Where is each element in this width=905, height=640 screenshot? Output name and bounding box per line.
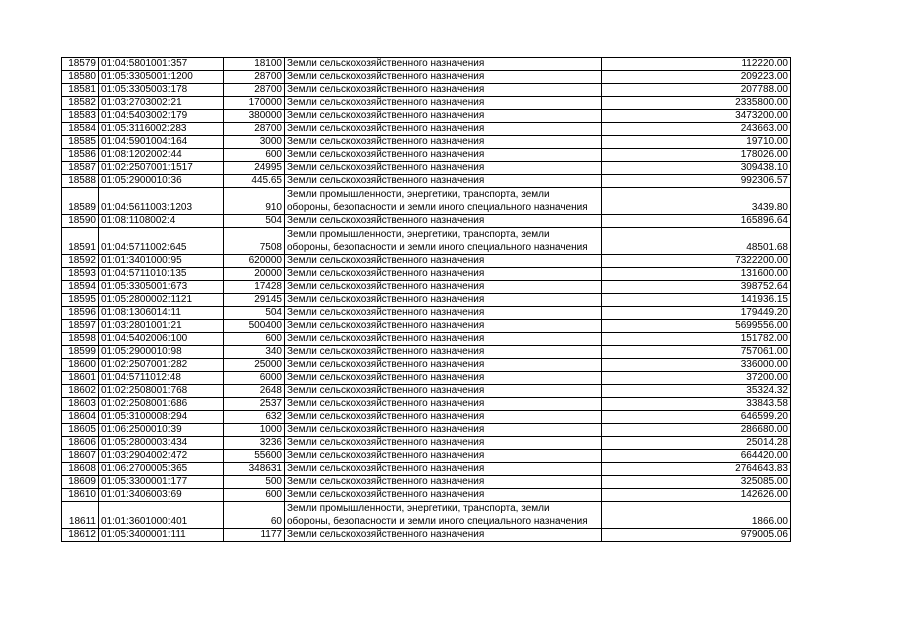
area-cell: 55600 <box>224 450 285 463</box>
cadastral-number-cell: 01:02:2507001:1517 <box>99 162 224 175</box>
cadastral-number-cell: 01:05:3400001:111 <box>99 529 224 542</box>
cadastral-value-cell: 992306.57 <box>602 175 791 188</box>
land-category-cell: Земли сельскохозяйственного назначения <box>285 175 602 188</box>
land-category-cell: Земли сельскохозяйственного назначения <box>285 281 602 294</box>
table-row <box>62 489 791 502</box>
table-row <box>62 71 791 84</box>
land-category-cell: Земли сельскохозяйственного назначения <box>285 437 602 450</box>
land-category-cell: Земли сельскохозяйственного назначения <box>285 58 602 71</box>
cadastral-value-cell: 3473200.00 <box>602 110 791 123</box>
cadastral-value-cell: 165896.64 <box>602 215 791 228</box>
cadastral-value-cell: 309438.10 <box>602 162 791 175</box>
table-row <box>62 476 791 489</box>
row-number-cell: 18606 <box>62 437 99 450</box>
table-row <box>62 529 791 542</box>
cadastral-value-cell: 179449.20 <box>602 307 791 320</box>
cadastral-value-cell: 5699556.00 <box>602 320 791 333</box>
cadastral-value-cell: 112220.00 <box>602 58 791 71</box>
row-number-cell: 18602 <box>62 385 99 398</box>
cadastral-value-cell: 1866.00 <box>602 502 791 529</box>
area-cell: 600 <box>224 149 285 162</box>
area-cell: 632 <box>224 411 285 424</box>
cadastral-value-cell: 48501.68 <box>602 228 791 255</box>
area-cell: 24995 <box>224 162 285 175</box>
table-row <box>62 333 791 346</box>
row-number-cell: 18607 <box>62 450 99 463</box>
row-number-cell: 18595 <box>62 294 99 307</box>
table-row <box>62 372 791 385</box>
area-cell: 600 <box>224 333 285 346</box>
table-row <box>62 346 791 359</box>
table-row <box>62 424 791 437</box>
table-row <box>62 359 791 372</box>
row-number-cell: 18598 <box>62 333 99 346</box>
table-row <box>62 320 791 333</box>
table-row <box>62 84 791 97</box>
area-cell: 60 <box>224 502 285 529</box>
table-row <box>62 228 791 255</box>
table-row <box>62 136 791 149</box>
table-row <box>62 268 791 281</box>
cadastral-number-cell: 01:05:2900010:98 <box>99 346 224 359</box>
land-category-cell: Земли промышленности, энергетики, транспорта, земли обороны, безопасности и земли иного специального назначения <box>285 188 602 215</box>
cadastral-number-cell: 01:04:5611003:1203 <box>99 188 224 215</box>
cadastral-value-cell: 19710.00 <box>602 136 791 149</box>
cadastral-value-cell: 37200.00 <box>602 372 791 385</box>
area-cell: 28700 <box>224 71 285 84</box>
area-cell: 500 <box>224 476 285 489</box>
cadastral-value-cell: 2335800.00 <box>602 97 791 110</box>
row-number-cell: 18585 <box>62 136 99 149</box>
cadastral-number-cell: 01:04:5403002:179 <box>99 110 224 123</box>
cadastral-value-cell: 131600.00 <box>602 268 791 281</box>
cadastral-value-cell: 646599.20 <box>602 411 791 424</box>
row-number-cell: 18611 <box>62 502 99 529</box>
land-category-cell: Земли сельскохозяйственного назначения <box>285 294 602 307</box>
table-row <box>62 281 791 294</box>
cadastral-value-cell: 151782.00 <box>602 333 791 346</box>
land-registry-table <box>61 57 791 542</box>
row-number-cell: 18589 <box>62 188 99 215</box>
cadastral-number-cell: 01:05:3116002:283 <box>99 123 224 136</box>
cadastral-number-cell: 01:04:5801001:357 <box>99 58 224 71</box>
table-row <box>62 188 791 215</box>
area-cell: 6000 <box>224 372 285 385</box>
area-cell: 20000 <box>224 268 285 281</box>
land-category-cell: Земли сельскохозяйственного назначения <box>285 359 602 372</box>
land-category-cell: Земли промышленности, энергетики, транспорта, земли обороны, безопасности и земли иного специального назначения <box>285 228 602 255</box>
cadastral-number-cell: 01:05:3305001:1200 <box>99 71 224 84</box>
row-number-cell: 18588 <box>62 175 99 188</box>
cadastral-value-cell: 33843.58 <box>602 398 791 411</box>
cadastral-number-cell: 01:02:2508001:768 <box>99 385 224 398</box>
row-number-cell: 18604 <box>62 411 99 424</box>
table-row <box>62 385 791 398</box>
cadastral-value-cell: 286680.00 <box>602 424 791 437</box>
cadastral-value-cell: 178026.00 <box>602 149 791 162</box>
cadastral-number-cell: 01:05:3305003:178 <box>99 84 224 97</box>
row-number-cell: 18580 <box>62 71 99 84</box>
row-number-cell: 18591 <box>62 228 99 255</box>
land-category-cell: Земли сельскохозяйственного назначения <box>285 215 602 228</box>
cadastral-number-cell: 01:08:1202002:44 <box>99 149 224 162</box>
land-category-cell: Земли сельскохозяйственного назначения <box>285 149 602 162</box>
row-number-cell: 18590 <box>62 215 99 228</box>
table-row <box>62 437 791 450</box>
area-cell: 2648 <box>224 385 285 398</box>
land-category-cell: Земли сельскохозяйственного назначения <box>285 84 602 97</box>
land-category-cell: Земли сельскохозяйственного назначения <box>285 489 602 502</box>
cadastral-value-cell: 7322200.00 <box>602 255 791 268</box>
land-category-cell: Земли сельскохозяйственного назначения <box>285 307 602 320</box>
land-category-cell: Земли сельскохозяйственного назначения <box>285 268 602 281</box>
cadastral-number-cell: 01:02:2507001:282 <box>99 359 224 372</box>
row-number-cell: 18593 <box>62 268 99 281</box>
area-cell: 3000 <box>224 136 285 149</box>
cadastral-number-cell: 01:08:1306014:11 <box>99 307 224 320</box>
area-cell: 1177 <box>224 529 285 542</box>
land-category-cell: Земли сельскохозяйственного назначения <box>285 71 602 84</box>
area-cell: 3236 <box>224 437 285 450</box>
cadastral-number-cell: 01:03:2703002:21 <box>99 97 224 110</box>
cadastral-value-cell: 325085.00 <box>602 476 791 489</box>
land-category-cell: Земли сельскохозяйственного назначения <box>285 385 602 398</box>
cadastral-number-cell: 01:01:3601000:401 <box>99 502 224 529</box>
cadastral-number-cell: 01:04:5711012:48 <box>99 372 224 385</box>
land-category-cell: Земли сельскохозяйственного назначения <box>285 255 602 268</box>
cadastral-number-cell: 01:01:3401000:95 <box>99 255 224 268</box>
cadastral-value-cell: 243663.00 <box>602 123 791 136</box>
area-cell: 25000 <box>224 359 285 372</box>
cadastral-number-cell: 01:08:1108002:4 <box>99 215 224 228</box>
cadastral-number-cell: 01:03:2904002:472 <box>99 450 224 463</box>
cadastral-value-cell: 398752.64 <box>602 281 791 294</box>
row-number-cell: 18579 <box>62 58 99 71</box>
cadastral-number-cell: 01:05:2800003:434 <box>99 437 224 450</box>
row-number-cell: 18599 <box>62 346 99 359</box>
cadastral-value-cell: 35324.32 <box>602 385 791 398</box>
table-row <box>62 110 791 123</box>
table-row <box>62 149 791 162</box>
cadastral-number-cell: 01:03:2801001:21 <box>99 320 224 333</box>
cadastral-value-cell: 3439.80 <box>602 188 791 215</box>
cadastral-number-cell: 01:04:5402006:100 <box>99 333 224 346</box>
table-row <box>62 123 791 136</box>
cadastral-value-cell: 207788.00 <box>602 84 791 97</box>
area-cell: 29145 <box>224 294 285 307</box>
cadastral-value-cell: 664420.00 <box>602 450 791 463</box>
land-category-cell: Земли сельскохозяйственного назначения <box>285 450 602 463</box>
row-number-cell: 18612 <box>62 529 99 542</box>
row-number-cell: 18587 <box>62 162 99 175</box>
row-number-cell: 18609 <box>62 476 99 489</box>
land-category-cell: Земли сельскохозяйственного назначения <box>285 529 602 542</box>
table-row <box>62 502 791 529</box>
area-cell: 445.65 <box>224 175 285 188</box>
cadastral-value-cell: 141936.15 <box>602 294 791 307</box>
area-cell: 28700 <box>224 123 285 136</box>
area-cell: 380000 <box>224 110 285 123</box>
area-cell: 17428 <box>224 281 285 294</box>
land-category-cell: Земли сельскохозяйственного назначения <box>285 346 602 359</box>
land-category-cell: Земли сельскохозяйственного назначения <box>285 333 602 346</box>
land-category-cell: Земли сельскохозяйственного назначения <box>285 398 602 411</box>
row-number-cell: 18610 <box>62 489 99 502</box>
area-cell: 348631 <box>224 463 285 476</box>
land-category-cell: Земли сельскохозяйственного назначения <box>285 424 602 437</box>
land-category-cell: Земли сельскохозяйственного назначения <box>285 463 602 476</box>
cadastral-value-cell: 209223.00 <box>602 71 791 84</box>
row-number-cell: 18596 <box>62 307 99 320</box>
cadastral-number-cell: 01:04:5711002:645 <box>99 228 224 255</box>
land-category-cell: Земли сельскохозяйственного назначения <box>285 372 602 385</box>
row-number-cell: 18600 <box>62 359 99 372</box>
table-row <box>62 294 791 307</box>
row-number-cell: 18592 <box>62 255 99 268</box>
cadastral-number-cell: 01:04:5901004:164 <box>99 136 224 149</box>
land-category-cell: Земли сельскохозяйственного назначения <box>285 110 602 123</box>
table-row <box>62 97 791 110</box>
row-number-cell: 18581 <box>62 84 99 97</box>
table-body <box>62 58 791 542</box>
cadastral-number-cell: 01:06:2700005:365 <box>99 463 224 476</box>
area-cell: 504 <box>224 307 285 320</box>
land-category-cell: Земли сельскохозяйственного назначения <box>285 162 602 175</box>
row-number-cell: 18608 <box>62 463 99 476</box>
table-row <box>62 215 791 228</box>
cadastral-value-cell: 2764643.83 <box>602 463 791 476</box>
land-category-cell: Земли сельскохозяйственного назначения <box>285 136 602 149</box>
row-number-cell: 18601 <box>62 372 99 385</box>
table-row <box>62 398 791 411</box>
cadastral-value-cell: 979005.06 <box>602 529 791 542</box>
cadastral-number-cell: 01:04:5711010:135 <box>99 268 224 281</box>
area-cell: 7508 <box>224 228 285 255</box>
row-number-cell: 18603 <box>62 398 99 411</box>
row-number-cell: 18584 <box>62 123 99 136</box>
cadastral-value-cell: 336000.00 <box>602 359 791 372</box>
area-cell: 28700 <box>224 84 285 97</box>
row-number-cell: 18597 <box>62 320 99 333</box>
row-number-cell: 18586 <box>62 149 99 162</box>
area-cell: 910 <box>224 188 285 215</box>
cadastral-number-cell: 01:05:3100008:294 <box>99 411 224 424</box>
land-category-cell: Земли сельскохозяйственного назначения <box>285 320 602 333</box>
land-category-cell: Земли сельскохозяйственного назначения <box>285 97 602 110</box>
area-cell: 620000 <box>224 255 285 268</box>
area-cell: 340 <box>224 346 285 359</box>
table-row <box>62 175 791 188</box>
land-category-cell: Земли сельскохозяйственного назначения <box>285 411 602 424</box>
table-row <box>62 450 791 463</box>
area-cell: 1000 <box>224 424 285 437</box>
land-category-cell: Земли сельскохозяйственного назначения <box>285 476 602 489</box>
cadastral-value-cell: 757061.00 <box>602 346 791 359</box>
row-number-cell: 18605 <box>62 424 99 437</box>
area-cell: 500400 <box>224 320 285 333</box>
row-number-cell: 18594 <box>62 281 99 294</box>
cadastral-value-cell: 25014.28 <box>602 437 791 450</box>
land-category-cell: Земли промышленности, энергетики, транспорта, земли обороны, безопасности и земли иного специального назначения <box>285 502 602 529</box>
table-row <box>62 162 791 175</box>
area-cell: 2537 <box>224 398 285 411</box>
area-cell: 170000 <box>224 97 285 110</box>
cadastral-value-cell: 142626.00 <box>602 489 791 502</box>
cadastral-number-cell: 01:01:3406003:69 <box>99 489 224 502</box>
area-cell: 600 <box>224 489 285 502</box>
table-row <box>62 463 791 476</box>
row-number-cell: 18583 <box>62 110 99 123</box>
cadastral-number-cell: 01:05:3305001:673 <box>99 281 224 294</box>
area-cell: 18100 <box>224 58 285 71</box>
table-row <box>62 411 791 424</box>
cadastral-number-cell: 01:05:3300001:177 <box>99 476 224 489</box>
table-row <box>62 255 791 268</box>
cadastral-number-cell: 01:05:2900010:36 <box>99 175 224 188</box>
cadastral-number-cell: 01:06:2500010:39 <box>99 424 224 437</box>
table-row <box>62 58 791 71</box>
area-cell: 504 <box>224 215 285 228</box>
row-number-cell: 18582 <box>62 97 99 110</box>
cadastral-number-cell: 01:05:2800002:1121 <box>99 294 224 307</box>
cadastral-number-cell: 01:02:2508001:686 <box>99 398 224 411</box>
land-category-cell: Земли сельскохозяйственного назначения <box>285 123 602 136</box>
table-row <box>62 307 791 320</box>
